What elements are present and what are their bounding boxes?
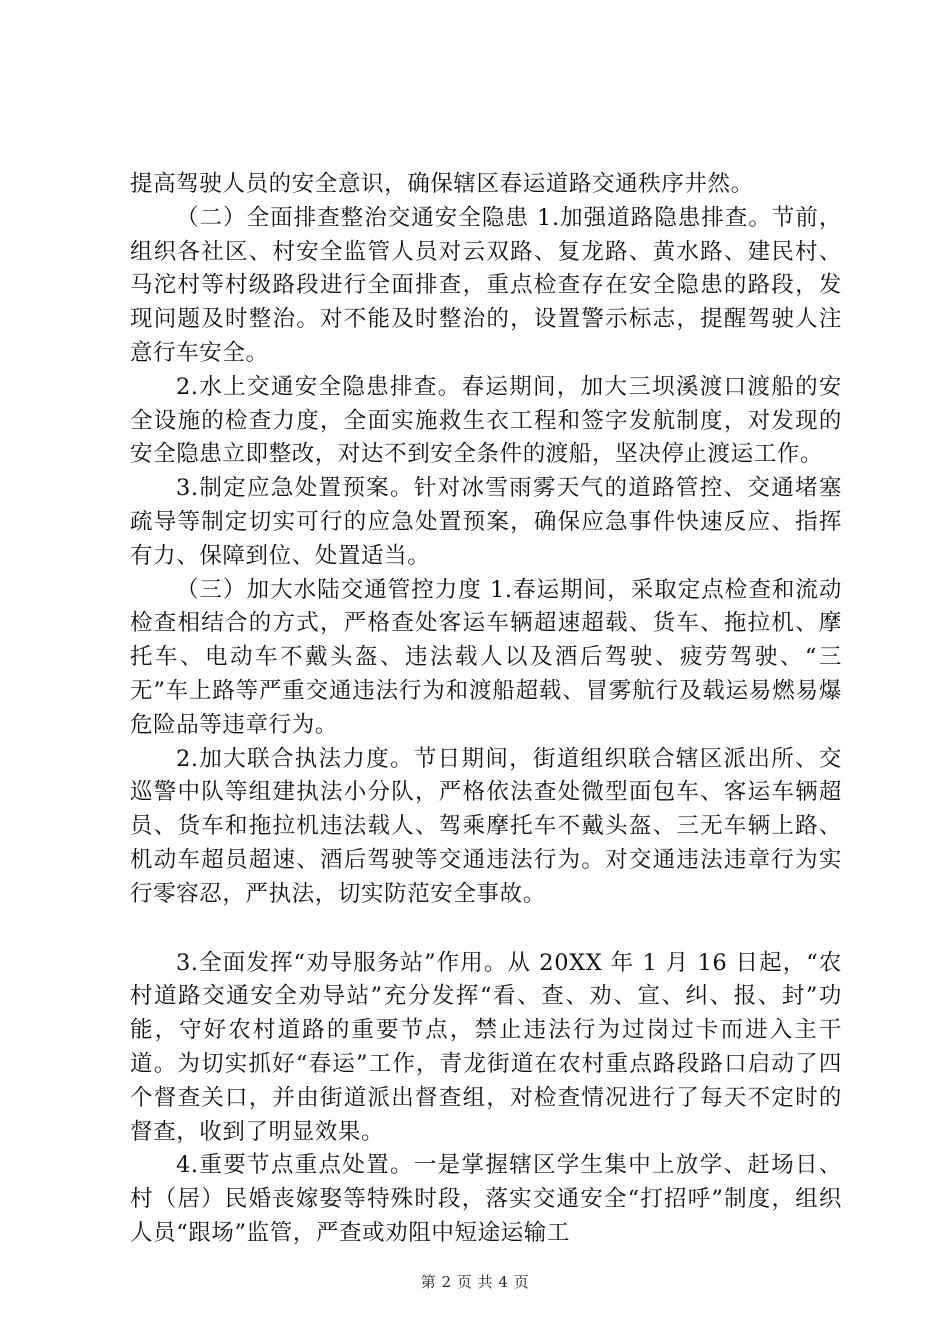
page-number-footer: 第 2 页 共 4 页: [420, 1273, 530, 1291]
paragraph-key-nodes: 4.重要节点重点处置。一是掌握辖区学生集中上放学、赶场日、村（居）民婚丧嫁娶等特殊时段，落实交通安全“打招呼”制度，组织人员“跟场”监管，严查或劝阻中短途运输工: [130, 1152, 842, 1246]
paragraph-emergency-plan: 3.制定应急处置预案。针对冰雪雨雾天气的道路管控、交通堵塞疏导等制定切实可行的应急处置预案，确保应急事件快速反应、指挥有力、保障到位、处置适当。: [130, 475, 842, 569]
paragraph-joint-enforcement: 2.加大联合执法力度。节日期间，街道组织联合辖区派出所、交巡警中队等组建执法小分队，严格依法查处微型面包车、客运车辆超员、货车和拖拉机违法载人、驾乘摩托车不戴头盔、三无车辆上路、机动车超员超速、酒后驾驶等交通违法行为。对交通违法违章行为实行零容忍，严执法，切实防范安全事故。: [130, 745, 842, 907]
paragraph-section-two: （二）全面排查整治交通安全隐患 1.加强道路隐患排查。节前，组织各社区、村安全监管人员对云双路、复龙路、黄水路、建民村、马沱村等村级路段进行全面排查，重点检查存在安全隐患的路段，发现问题及时整治。对不能及时整治的，设置警示标志，提醒驾驶人注意行车安全。: [130, 204, 842, 366]
paragraph-section-three: （三）加大水陆交通管控力度 1.春运期间，采取定点检查和流动检查相结合的方式，严格查处客运车辆超速超载、货车、拖拉机、摩托车、电动车不戴头盔、违法载人以及酒后驾驶、疲劳驾驶、“三无”车上路等严重交通违法行为和渡船超载、冒雾航行及载运易燃易爆危险品等违章行为。: [130, 576, 842, 738]
document-body: [130, 168, 842, 1251]
paragraph-water-safety: 2.水上交通安全隐患排查。春运期间，加大三坝溪渡口渡船的安全设施的检查力度，全面实施救生衣工程和签字发航制度，对发现的安全隐患立即整改，对达不到安全条件的渡船，坚决停止渡运工作。: [130, 373, 842, 468]
paragraph-service-station: 3.全面发挥“劝导服务站”作用。从 20XX 年 1 月 16 日起，“农村道路交通安全劝导站”充分发挥“看、查、劝、宣、纠、报、封”功能，守好农村道路的重要节点，禁止违法行为过岗过卡而进入主干道。为切实抓好“春运”工作，青龙街道在农村重点路段路口启动了四个督查关口，并由街道派出督查组，对检查情况进行了每天不定时的督查，收到了明显效果。: [130, 949, 842, 1145]
paragraph-continuation: 提高驾驶人员的安全意识，确保辖区春运道路交通秩序井然。: [130, 171, 754, 197]
